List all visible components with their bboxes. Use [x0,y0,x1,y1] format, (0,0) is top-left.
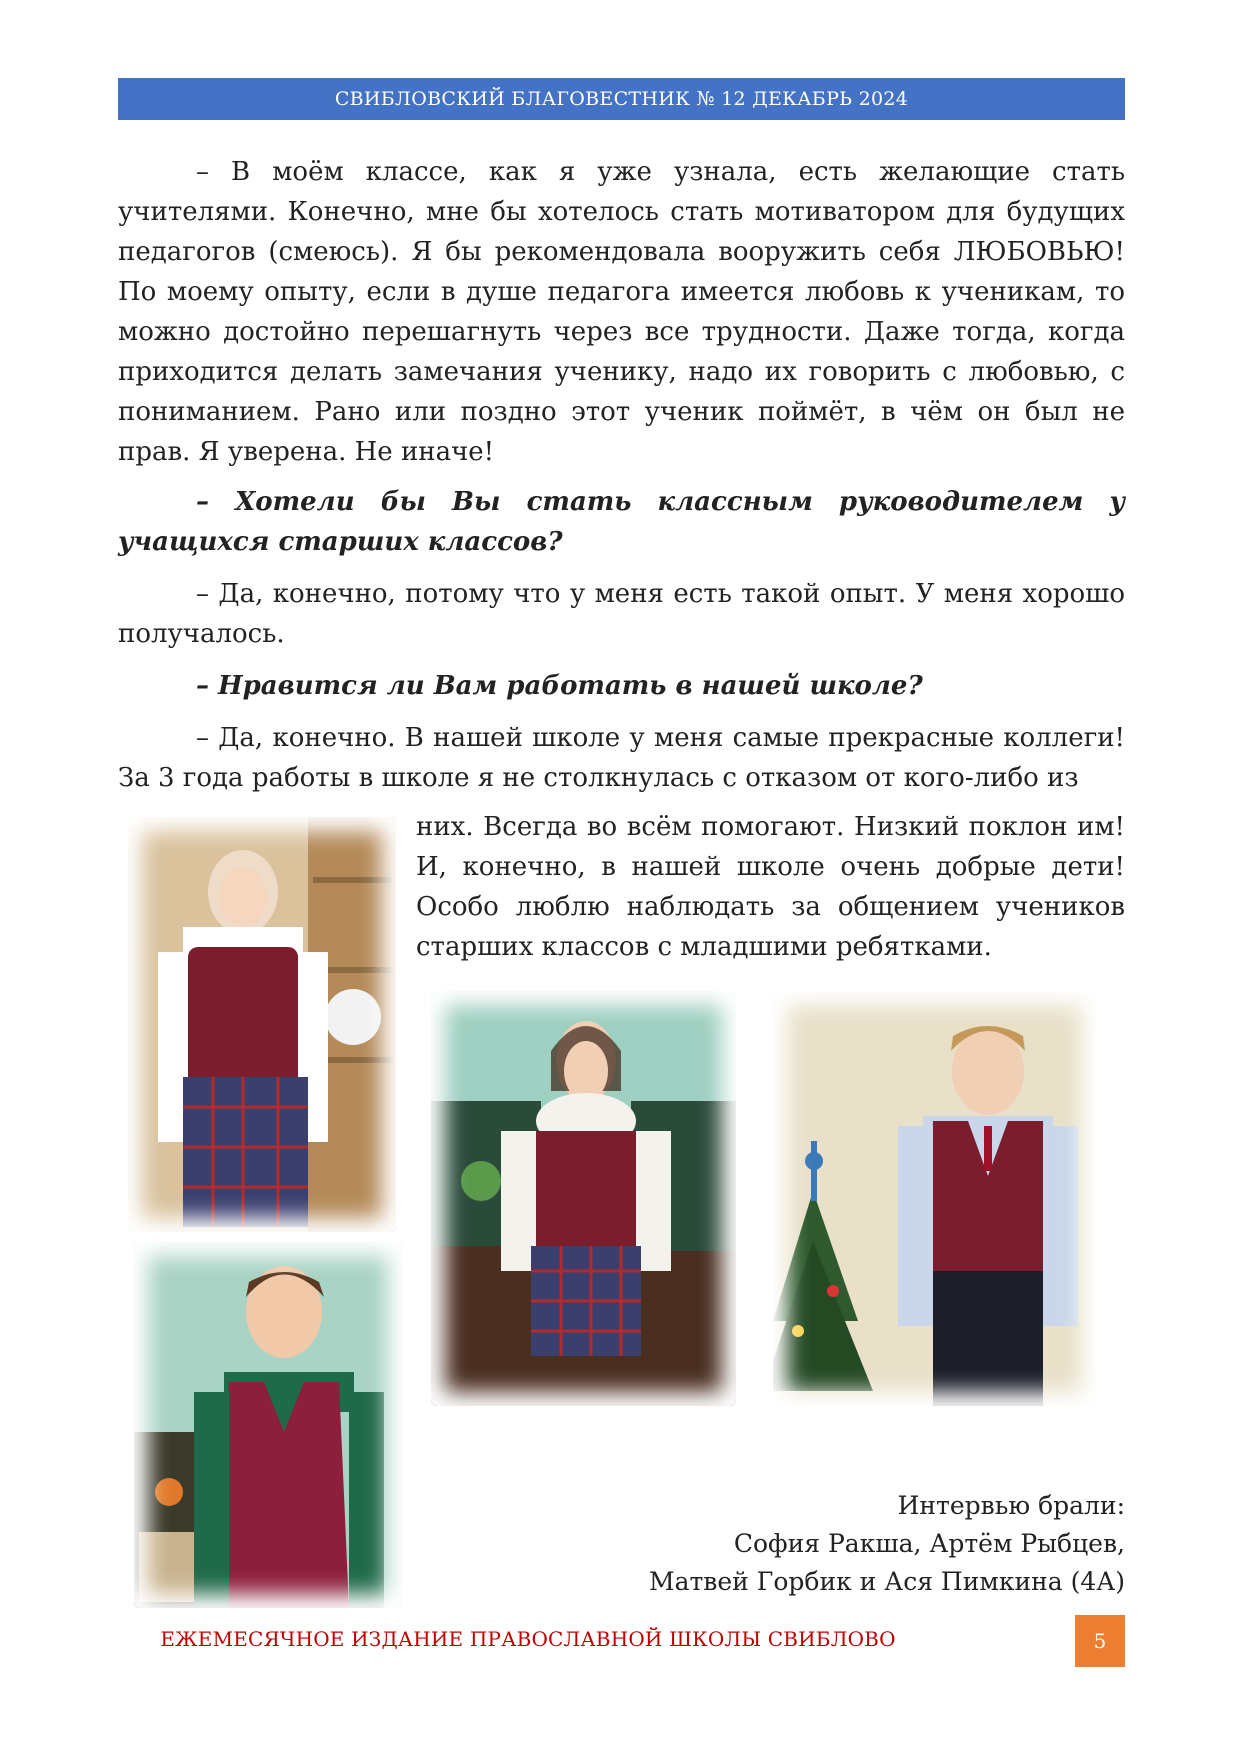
interview-credits [649,1487,1125,1601]
credits-names-1: София Ракша, Артём Рыбцев, [733,1529,1125,1558]
credits-names-2: Матвей Горбик и Ася Пимкина (4А) [648,1567,1125,1596]
article-top [118,152,1125,798]
photo-boy-christmas-tree [773,991,1096,1406]
footer-publication: ЕЖЕМЕСЯЧНОЕ ИЗДАНИЕ ПРАВОСЛАВНОЙ ШКОЛЫ СВИБЛОВО [160,1627,896,1651]
page-number-badge [1075,1615,1125,1667]
paragraph-answer-1: – В моём классе, как я уже узнала, есть желающие стать учителями. Конечно, мне бы хотелось стать мотиватором для будущих педагогов (смеюсь). Я бы рекомендовала вооружить себя ЛЮБОВЬЮ! По моему опыту, если в душе педагога имеется любовь к ученикам, то можно достойно перешагнуть через все трудности. Даже тогда, когда приходится делать замечания ученику, надо их говорить с любовью, с пониманием. Рано или поздно этот ученик поймёт, в чём он был не прав. Я уверена. Не иначе! [118,157,1125,467]
article-wrap [416,807,1125,967]
photo-girl-white-scarf [431,991,736,1406]
photo-boy-green-shirt [134,1242,402,1608]
photo-girl-headband [128,817,396,1232]
question-2: – Хотели бы Вы стать классным руководителем у учащихся старших классов? [118,487,1125,557]
paragraph-answer-3-start: – Да, конечно. В нашей школе у меня самые прекрасные коллеги! За 3 года работы в школе я не столкнулась с отказом от кого-либо из [118,723,1125,793]
page-number: 5 [1093,1629,1107,1653]
paragraph-answer-3-end: них. Всегда во всём помогают. Низкий поклон им! И, конечно, в нашей школе очень добрые дети! Особо люблю наблюдать за общением учеников старших классов с младшими ребятками. [416,812,1125,962]
page-header [118,78,1125,120]
paragraph-answer-2: – Да, конечно, потому что у меня есть такой опыт. У меня хорошо получалось. [118,579,1125,649]
credits-heading: Интервью брали: [897,1491,1125,1520]
question-3: – Нравится ли Вам работать в нашей школе? [196,671,923,701]
header-title: СВИБЛОВСКИЙ БЛАГОВЕСТНИК № 12 ДЕКАБРЬ 2024 [334,88,909,110]
